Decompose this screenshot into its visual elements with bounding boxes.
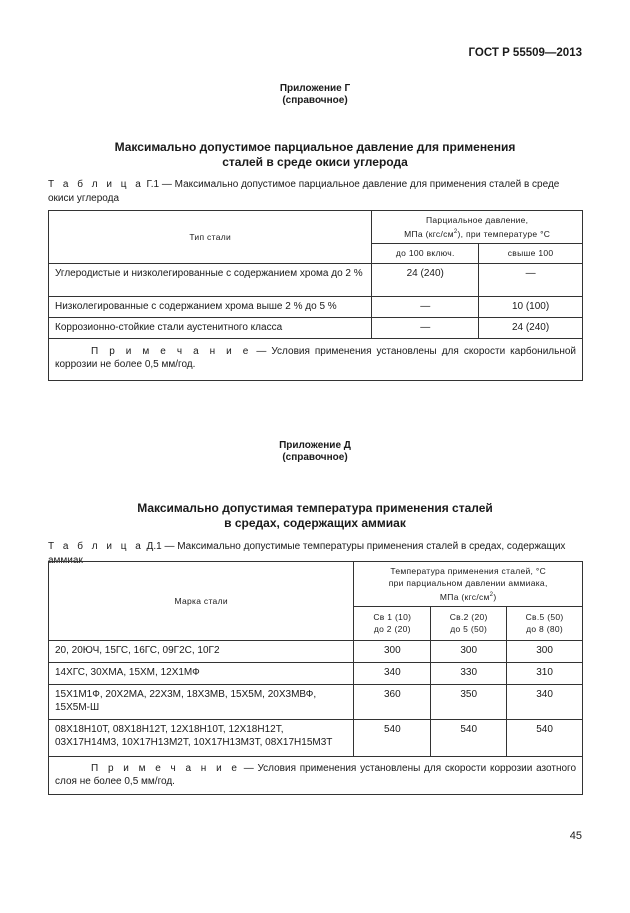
- pressure-line1: Парциальное давление,: [426, 215, 529, 225]
- row-value: 330: [431, 662, 507, 684]
- row-name: 15Х1М1Ф, 20Х2МА, 22Х3М, 18Х3МВ, 15Х5М, 20Х3МВФ, 15Х5М-Ш: [49, 684, 354, 719]
- row-value: 24 (240): [479, 317, 583, 338]
- appendix-d-heading-line2: в средах, содержащих аммиак: [224, 516, 406, 530]
- appendix-g-title: Приложение Г: [279, 83, 351, 94]
- col-header-temperature: [354, 562, 583, 607]
- subheader-range-1: [354, 606, 431, 640]
- page-number: 45: [569, 830, 582, 842]
- appendix-d-subtitle: (справочное): [282, 452, 348, 463]
- table-g1-caption: [48, 178, 584, 206]
- row-name: 08Х18Н10Т, 08Х18Н12Т, 12Х18Н10Т, 12Х18Н12Т, 03Х17Н14М3, 10Х17Н13М2Т, 10Х17Н13М3Т, 08Х17Н15М3Т: [49, 719, 354, 756]
- col-header-steel-grade: Марка стали: [49, 562, 354, 641]
- row-value: —: [479, 263, 583, 296]
- row-value: 310: [507, 662, 583, 684]
- row-value: 24 (240): [372, 263, 479, 296]
- row-value: 340: [354, 662, 431, 684]
- row-value: 300: [431, 640, 507, 662]
- row-value: 300: [354, 640, 431, 662]
- temp-line3a: МПа (кгс/см: [439, 591, 490, 602]
- row-value: 540: [507, 719, 583, 756]
- pressure-sup: 2: [453, 229, 458, 235]
- sub1-line2: до 2 (20): [373, 624, 411, 635]
- temp-sup: 2: [489, 592, 494, 598]
- subheader-up-to-100: до 100 включ.: [372, 243, 479, 263]
- pressure-line2a: МПа (кгс/см: [404, 228, 454, 239]
- standard-header: ГОСТ Р 55509—2013: [468, 47, 582, 59]
- row-name: Углеродистые и низколегированные с содержанием хрома до 2 %: [49, 263, 372, 296]
- caption-text: Г.1 — Максимально допустимое парциальное давление для применения сталей в среде окиси углерода: [48, 179, 560, 204]
- sub1-line1: Св 1 (10): [373, 612, 412, 623]
- row-value: —: [372, 317, 479, 338]
- sub2-line1: Св.2 (20): [449, 612, 488, 623]
- subheader-range-3: [507, 606, 583, 640]
- row-value: 350: [431, 684, 507, 719]
- appendix-g-heading-line1: Максимально допустимое парциальное давление для применения: [114, 140, 516, 154]
- row-value: —: [372, 296, 479, 317]
- table-g1: [48, 210, 583, 381]
- temp-line2: при парциальном давлении аммиака,: [388, 578, 548, 588]
- pressure-line2b: ), при температуре °С: [457, 228, 551, 239]
- row-value: 10 (100): [479, 296, 583, 317]
- appendix-d-heading-line1: Максимально допустимая температура применения сталей: [137, 501, 493, 515]
- col-header-pressure: [372, 211, 583, 244]
- note-text: — Условия применения установлены для скорости карбонильной коррозии не более 0,5 мм/год.: [55, 345, 576, 370]
- row-value: 300: [507, 640, 583, 662]
- sub2-line2: до 5 (50): [450, 624, 488, 635]
- note-label: П р и м е ч а н и е: [91, 345, 252, 357]
- sub3-line1: Св.5 (50): [525, 612, 564, 623]
- appendix-d-title: Приложение Д: [279, 440, 351, 451]
- row-name: Низколегированные с содержанием хрома выше 2 % до 5 %: [49, 296, 372, 317]
- temp-line3b: ): [493, 591, 497, 602]
- row-value: 540: [431, 719, 507, 756]
- table-g1-note: [49, 338, 583, 380]
- subheader-over-100: свыше 100: [479, 243, 583, 263]
- row-name: 14ХГС, 30ХМА, 15ХМ, 12Х1МФ: [49, 662, 354, 684]
- caption-label: Т а б л и ц а: [48, 179, 144, 190]
- row-value: 340: [507, 684, 583, 719]
- subheader-range-2: [431, 606, 507, 640]
- caption-text: Д.1 — Максимально допустимые температуры применения сталей в средах, содержащих аммиак: [48, 541, 566, 566]
- note-label: П р и м е ч а н и е: [91, 762, 240, 774]
- row-value: 360: [354, 684, 431, 719]
- temp-line1: Температура применения сталей, °С: [390, 566, 547, 576]
- row-value: 540: [354, 719, 431, 756]
- appendix-g-subtitle: (справочное): [282, 95, 348, 106]
- col-header-steel-type: Тип стали: [49, 211, 372, 264]
- row-name: 20, 20ЮЧ, 15ГС, 16ГС, 09Г2С, 10Г2: [49, 640, 354, 662]
- caption-label: Т а б л и ц а: [48, 541, 144, 552]
- sub3-line2: до 8 (80): [526, 624, 564, 635]
- note-text: — Условия применения установлены для скорости коррозии азотного слоя не более 0,5 мм/год.: [55, 762, 577, 787]
- table-d1-note: [49, 756, 583, 794]
- appendix-g-heading-line2: сталей в среде окиси углерода: [222, 155, 408, 169]
- table-d1: [48, 561, 583, 795]
- row-name: Коррозионно-стойкие стали аустенитного класса: [49, 317, 372, 338]
